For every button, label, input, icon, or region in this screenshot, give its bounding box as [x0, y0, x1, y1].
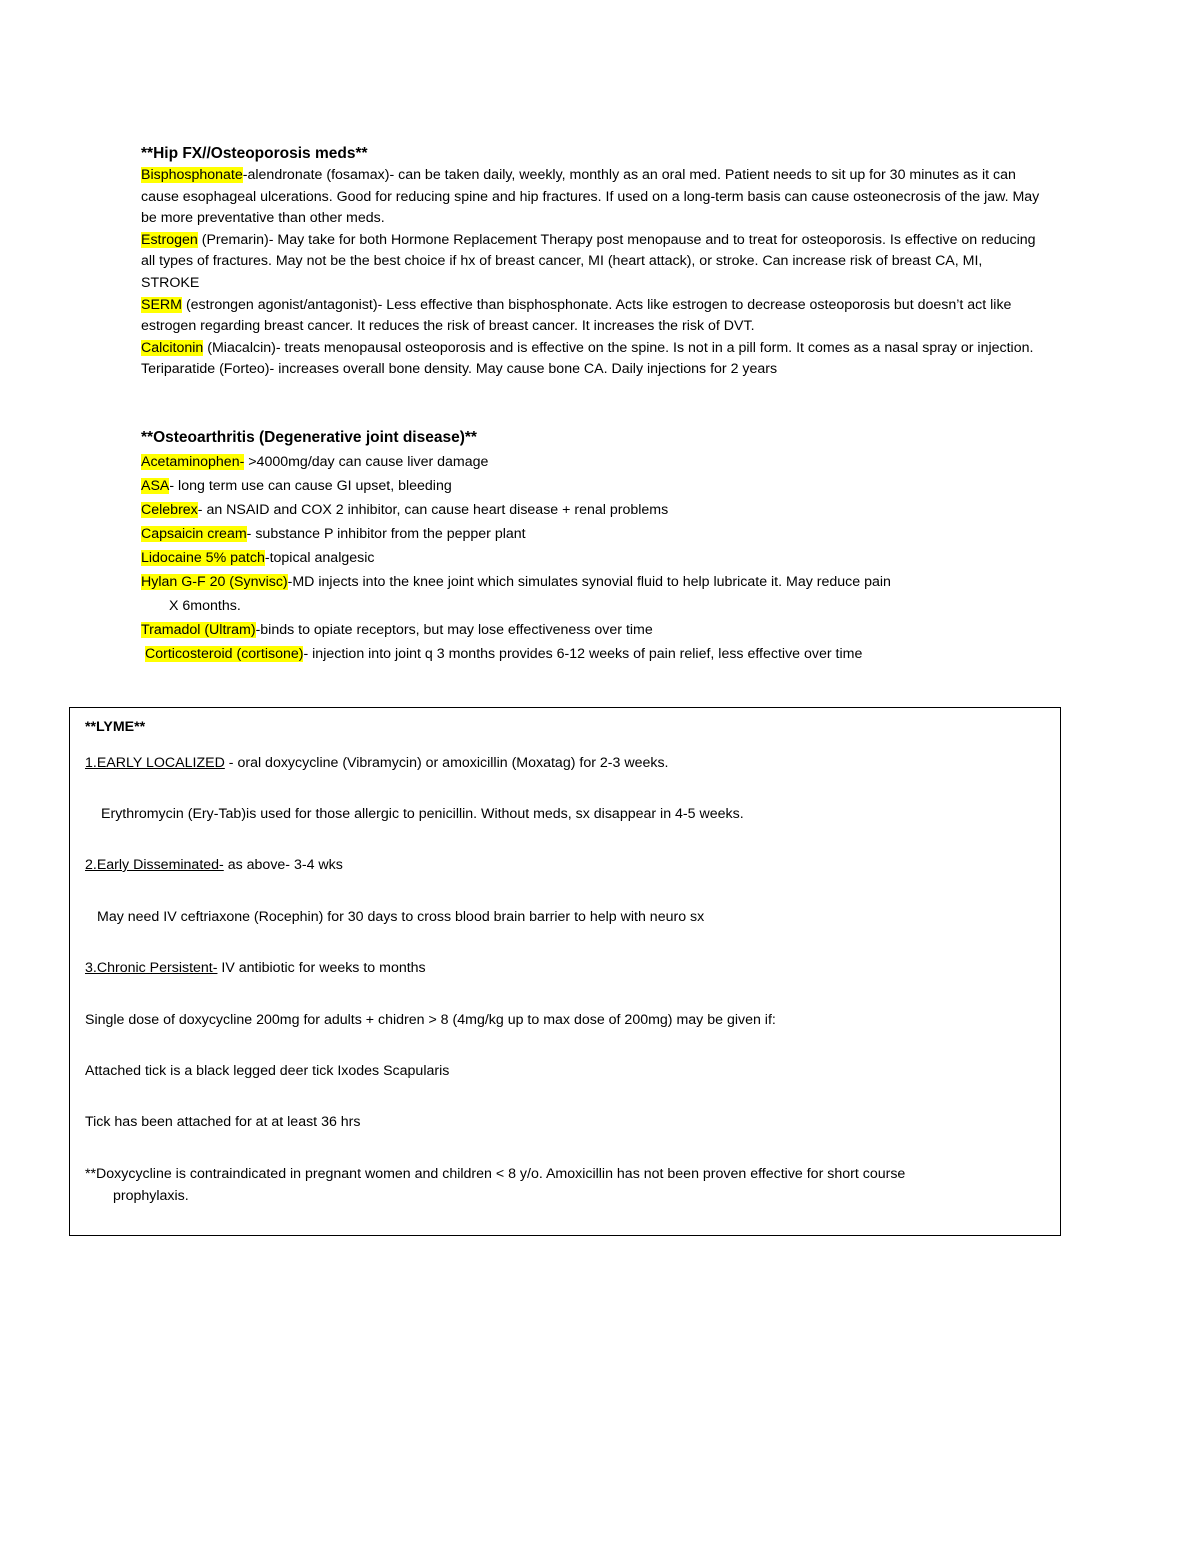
early-disseminated-line: [85, 854, 1050, 876]
hylan-entry: [141, 570, 1041, 594]
lyme-box: [69, 707, 1061, 1236]
drug-description: (Premarin)- May take for both Hormone Replacement Therapy post menopause and to treat for osteoporosis. Is effective on reducing all types of fractures. May not be the best choice if hx of breast cancer, MI (heart attack), or stroke. Can increase risk of breast CA, MI, STROKE: [141, 231, 1036, 291]
drug-description: (Miacalcin)- treats menopausal osteoporosis and is effective on the spine. Is not in a pill form. It comes as a nasal spray or injection.: [203, 339, 1034, 356]
stage-label: 2.Early Disseminated-: [85, 857, 224, 873]
drug-description: >4000mg/day can cause liver damage: [244, 454, 489, 470]
stage-text: as above- 3-4 wks: [223, 857, 343, 873]
drug-name-highlight: Capsaicin cream: [141, 526, 247, 542]
section-heading-hip-fx: **Hip FX//Osteoporosis meds**: [141, 145, 368, 162]
drug-description: -alendronate (fosamax)- can be taken daily, weekly, monthly as an oral med. Patient needs to sit up for 30 minutes as it can cause esophageal ulcerations. Good for reducing spine and hip fractures. If used on a long-term basis can cause osteonecrosis of the jaw. May be more preventative than other meds.: [141, 167, 1040, 227]
erythromycin-line: Erythromycin (Ery-Tab)is used for those allergic to penicillin. Without meds, sx disappear in 4-5 weeks.: [101, 806, 744, 822]
chronic-persistent-line: [85, 957, 1050, 979]
drug-name-highlight: Acetaminophen-: [141, 454, 245, 470]
stage-text: - oral doxycycline (Vibramycin) or amoxicillin (Moxatag) for 2-3 weeks.: [224, 755, 669, 771]
acetaminophen-entry: [141, 450, 1041, 474]
serm-entry: [141, 295, 1041, 338]
osteoarthritis-section: [141, 426, 1041, 666]
stage-label: 3.Chronic Persistent-: [85, 960, 218, 976]
drug-name-highlight: ASA: [141, 478, 170, 494]
corticosteroid-entry: [141, 642, 1041, 666]
section-heading-lyme: **LYME**: [85, 719, 146, 735]
hip-fx-section: [141, 143, 1041, 381]
celebrex-entry: [141, 498, 1041, 522]
note-line-1: **Doxycycline is contraindicated in pregnant women and children < 8 y/o. Amoxicillin has not been proven effective for short course: [85, 1166, 906, 1182]
teriparatide-entry: [141, 359, 1041, 381]
asa-entry: [141, 474, 1041, 498]
drug-description: -binds to opiate receptors, but may lose effectiveness over time: [255, 622, 653, 638]
drug-description: - substance P inhibitor from the pepper plant: [246, 526, 526, 542]
drug-description: - long term use can cause GI upset, bleeding: [169, 478, 452, 494]
drug-description: Teriparatide (Forteo)- increases overall bone density. May cause bone CA. Daily injections for 2 years: [141, 361, 778, 378]
drug-description: -MD injects into the knee joint which simulates synovial fluid to help lubricate it. May reduce pain: [287, 574, 891, 590]
drug-name-highlight: Calcitonin: [141, 339, 204, 356]
section-heading-osteoarthritis: **Osteoarthritis (Degenerative joint disease)**: [141, 429, 477, 446]
drug-description: (estrongen agonist/antagonist)- Less effective than bisphosphonate. Acts like estrogen to decrease osteoporosis but doesn’t act like estrogen regarding breast cancer. It reduces the risk of breast cancer. It increases the risk of DVT.: [141, 296, 1012, 335]
drug-name-highlight: SERM: [141, 296, 182, 313]
drug-name-highlight: Bisphosphonate: [141, 167, 243, 183]
drug-name-highlight: Lidocaine 5% patch: [141, 550, 265, 566]
note-line-2: prophylaxis.: [113, 1188, 189, 1204]
tick-duration-line: Tick has been attached for at at least 36 hrs: [85, 1114, 361, 1130]
drug-description: - an NSAID and COX 2 inhibitor, can cause heart disease + renal problems: [197, 502, 669, 518]
estrogen-entry: [141, 230, 1041, 295]
drug-name-highlight: Estrogen: [141, 231, 198, 248]
hylan-entry-continuation: X 6months.: [169, 598, 241, 614]
stage-label: 1.EARLY LOCALIZED: [85, 755, 225, 771]
ceftriaxone-line: May need IV ceftriaxone (Rocephin) for 30 days to cross blood brain barrier to help with neuro sx: [97, 909, 705, 925]
bisphosphonate-entry: [141, 165, 1041, 230]
drug-name-highlight: Corticosteroid (cortisone): [145, 646, 304, 662]
stage-text: IV antibiotic for weeks to months: [217, 960, 426, 976]
drug-description: -topical analgesic: [264, 550, 375, 566]
early-localized-line: [85, 752, 1050, 774]
single-dose-line: Single dose of doxycycline 200mg for adults + chidren > 8 (4mg/kg up to max dose of 200mg) may be given if:: [85, 1012, 776, 1028]
doxycycline-note: [85, 1163, 1050, 1207]
lidocaine-entry: [141, 546, 1041, 570]
drug-name-highlight: Hylan G-F 20 (Synvisc): [141, 574, 288, 590]
drug-name-highlight: Tramadol (Ultram): [141, 622, 256, 638]
tramadol-entry: [141, 618, 1041, 642]
calcitonin-entry: [141, 338, 1041, 360]
capsaicin-entry: [141, 522, 1041, 546]
drug-description: - injection into joint q 3 months provides 6-12 weeks of pain relief, less effective over time: [303, 646, 863, 662]
attached-tick-line: Attached tick is a black legged deer tick Ixodes Scapularis: [85, 1063, 450, 1079]
lyme-content: [85, 716, 1050, 1204]
drug-name-highlight: Celebrex: [141, 502, 198, 518]
